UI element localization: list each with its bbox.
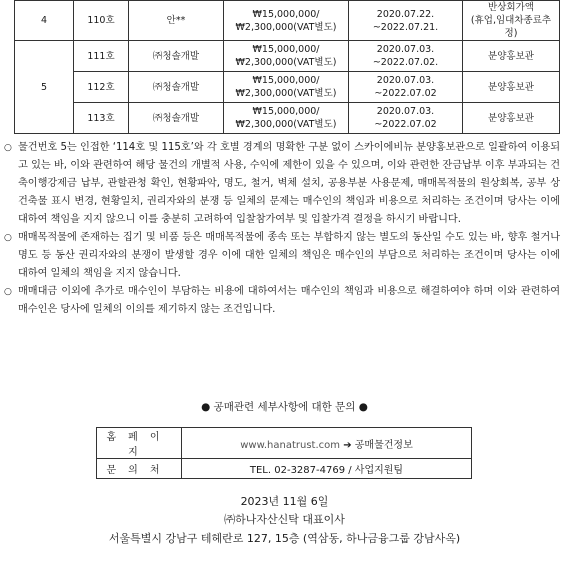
item-number: 4 <box>15 1 74 41</box>
notice-text: 매매대금 이외에 추가로 매수인이 부담하는 비용에 대하여서는 매수인의 책임과 비용으로 해결하여야 하며 이와 관련하여 매수인은 당사에 일체의 이의를 제기하지 않는 조건입니다. <box>18 286 560 315</box>
lease-period: 2020.07.03. ~2022.07.02 <box>349 72 463 103</box>
circle-bullet-icon: ○ <box>4 233 12 243</box>
inquiry-value: TEL. 02-3287-4769 / 사업지원팀 <box>182 459 472 479</box>
footer-date: 2023년 11월 6일 <box>240 495 329 508</box>
lease-period: 2020.07.03. ~2022.07.02. <box>349 41 463 72</box>
table-row <box>97 428 472 459</box>
notice-item <box>4 229 560 283</box>
table-row <box>97 459 472 479</box>
unit-number: 113호 <box>74 103 129 134</box>
notice-list <box>4 139 560 319</box>
tenant-name: ㈜청솔개발 <box>129 41 224 72</box>
deposit-rent: ₩15,000,000/ ₩2,300,000(VAT별도) <box>224 72 349 103</box>
notice-text: 물건번호 5는 인접한 ‘114호 및 115호’와 각 호별 경계의 명확한 구분 없이 스카이에비뉴 분양홍보관으로 일괄하여 이용되고 있는 바, 이와 관련하여 해당 물건의 개별적 사용, 수익에 제한이 있을 수 있으며, 이와 관련한 잔금납부 이후 부과되는 건축이행강제금 납부, 관할관청 확인, 현황파악, 명도, 철거, 벽체 설치, 공용부분 사용문제, 매매목적물의 원상회복, 공부 상 건축물 표시 변경, 현황일치, 권리자와의 분쟁 등 일체의 문제는 매수인의 책임과 비용으로 처리하는 조건이며 당사는 이에 대하여 책임을 지지 않으니 이를 충분히 고려하여 입찰참가여부 및 입찰가격 결정을 하시기 바랍니다. <box>18 142 560 225</box>
deposit-rent: ₩15,000,000/ ₩2,300,000(VAT별도) <box>224 41 349 72</box>
notice-text: 매매목적물에 존재하는 집기 및 비품 등은 매매목적물에 종속 또는 부합하지 않는 별도의 동산일 수도 있는 바, 향후 철거나 명도 등 동산 권리자와의 분쟁이 발생할 경우 이에 대한 일체의 책임은 매수인의 부담으로 처리하는 조건이며 당사는 이에 대하여 일체의 책임을 지지 않습니다. <box>18 232 560 279</box>
homepage-cell <box>182 428 472 459</box>
footer-company: ㈜하나자산신탁 대표이사 <box>224 513 345 526</box>
remarks: 분양홍보관 <box>463 103 560 134</box>
table-row <box>15 1 560 41</box>
tenant-name: ㈜청솔개발 <box>129 103 224 134</box>
footer-address: 서울특별시 강남구 테헤란로 127, 15층 (역삼동, 하나금융그룹 강남사옥) <box>108 532 461 545</box>
tenant-name: 안** <box>129 1 224 41</box>
unit-number: 111호 <box>74 41 129 72</box>
homepage-suffix: 공매물건정보 <box>354 439 413 451</box>
tenant-name: ㈜청솔개발 <box>129 72 224 103</box>
deposit-rent: ₩15,000,000/ ₩2,300,000(VAT별도) <box>224 103 349 134</box>
contact-heading: ● 공매관련 세부사항에 대한 문의 ● <box>201 401 368 413</box>
notice-item <box>4 139 560 229</box>
remarks: 반상회가액 (휴업,임대차종료추정) <box>463 1 560 41</box>
lease-period: 2020.07.22. ~2022.07.21. <box>349 1 463 41</box>
arrow-icon: ➔ <box>340 439 355 451</box>
notice-item <box>4 283 560 319</box>
deposit-rent: ₩15,000,000/ ₩2,300,000(VAT별도) <box>224 1 349 41</box>
contact-table <box>96 427 472 479</box>
table-row <box>15 103 560 134</box>
item-number: 5 <box>15 41 74 134</box>
homepage-label: 홈페이지 <box>97 428 182 459</box>
table-row <box>15 72 560 103</box>
lease-table <box>14 0 560 134</box>
remarks: 분양홍보관 <box>463 41 560 72</box>
table-row <box>15 41 560 72</box>
homepage-link[interactable]: www.hanatrust.com <box>240 439 341 451</box>
circle-bullet-icon: ○ <box>4 287 12 297</box>
unit-number: 110호 <box>74 1 129 41</box>
circle-bullet-icon: ○ <box>4 143 12 153</box>
remarks: 분양홍보관 <box>463 72 560 103</box>
inquiry-label: 문의처 <box>97 459 182 479</box>
unit-number: 112호 <box>74 72 129 103</box>
lease-period: 2020.07.03. ~2022.07.02 <box>349 103 463 134</box>
